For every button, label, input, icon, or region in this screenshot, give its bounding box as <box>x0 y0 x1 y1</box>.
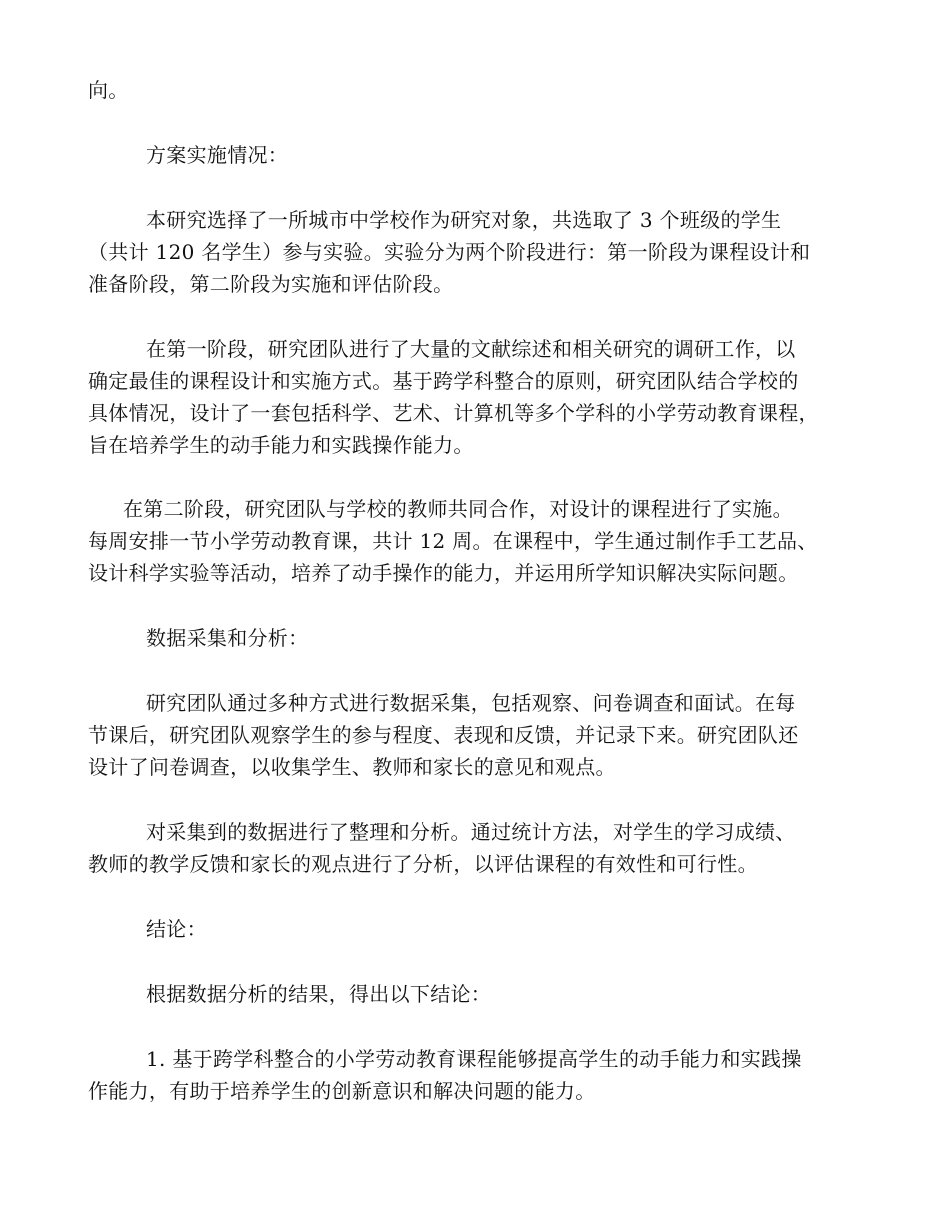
text-line: 每周安排一节小学劳动教育课，共计 12 周。在课程中，学生通过制作手工艺品、 <box>88 529 818 553</box>
section-heading-implementation: 方案实施情况： <box>146 143 289 167</box>
text-line: 本研究选择了一所城市中学校作为研究对象，共选取了 3 个班级的学生 <box>146 208 782 232</box>
text-line: 研究团队通过多种方式进行数据采集，包括观察、问卷调查和面试。在每 <box>146 691 796 715</box>
text-line: 准备阶段，第二阶段为实施和评估阶段。 <box>88 272 454 296</box>
list-item: 1. 基于跨学科整合的小学劳动教育课程能够提高学生的动手能力和实践操 <box>146 1047 802 1071</box>
text-line: 向。 <box>88 78 129 102</box>
text-line: 对采集到的数据进行了整理和分析。通过统计方法，对学生的学习成绩、 <box>146 820 796 844</box>
text-line: 在第二阶段，研究团队与学校的教师共同合作，对设计的课程进行了实施。 <box>123 497 793 521</box>
section-heading-data: 数据采集和分析： <box>146 626 309 650</box>
text-line: 教师的教学反馈和家长的观点进行了分析，以评估课程的有效性和可行性。 <box>88 852 758 876</box>
text-line: 在第一阶段，研究团队进行了大量的文献综述和相关研究的调研工作，以 <box>146 337 796 361</box>
text-line: 确定最佳的课程设计和实施方式。基于跨学科整合的原则，研究团队结合学校的 <box>88 369 799 393</box>
section-heading-conclusion: 结论： <box>146 917 207 941</box>
text-line: 设计科学实验等活动，培养了动手操作的能力，并运用所学知识解决实际问题。 <box>88 561 799 585</box>
text-line: 设计了问卷调查，以收集学生、教师和家长的意见和观点。 <box>88 755 616 779</box>
text-line: （共计 120 名学生）参与实验。实验分为两个阶段进行：第一阶段为课程设计和 <box>88 240 811 264</box>
text-line: 节课后，研究团队观察学生的参与程度、表现和反馈，并记录下来。研究团队还 <box>88 723 799 747</box>
text-line: 根据数据分析的结果，得出以下结论： <box>146 982 492 1006</box>
text-line: 具体情况，设计了一套包括科学、艺术、计算机等多个学科的小学劳动教育课程， <box>88 401 819 425</box>
text-line: 作能力，有助于培养学生的创新意识和解决问题的能力。 <box>88 1079 596 1103</box>
text-line: 旨在培养学生的动手能力和实践操作能力。 <box>88 433 474 457</box>
